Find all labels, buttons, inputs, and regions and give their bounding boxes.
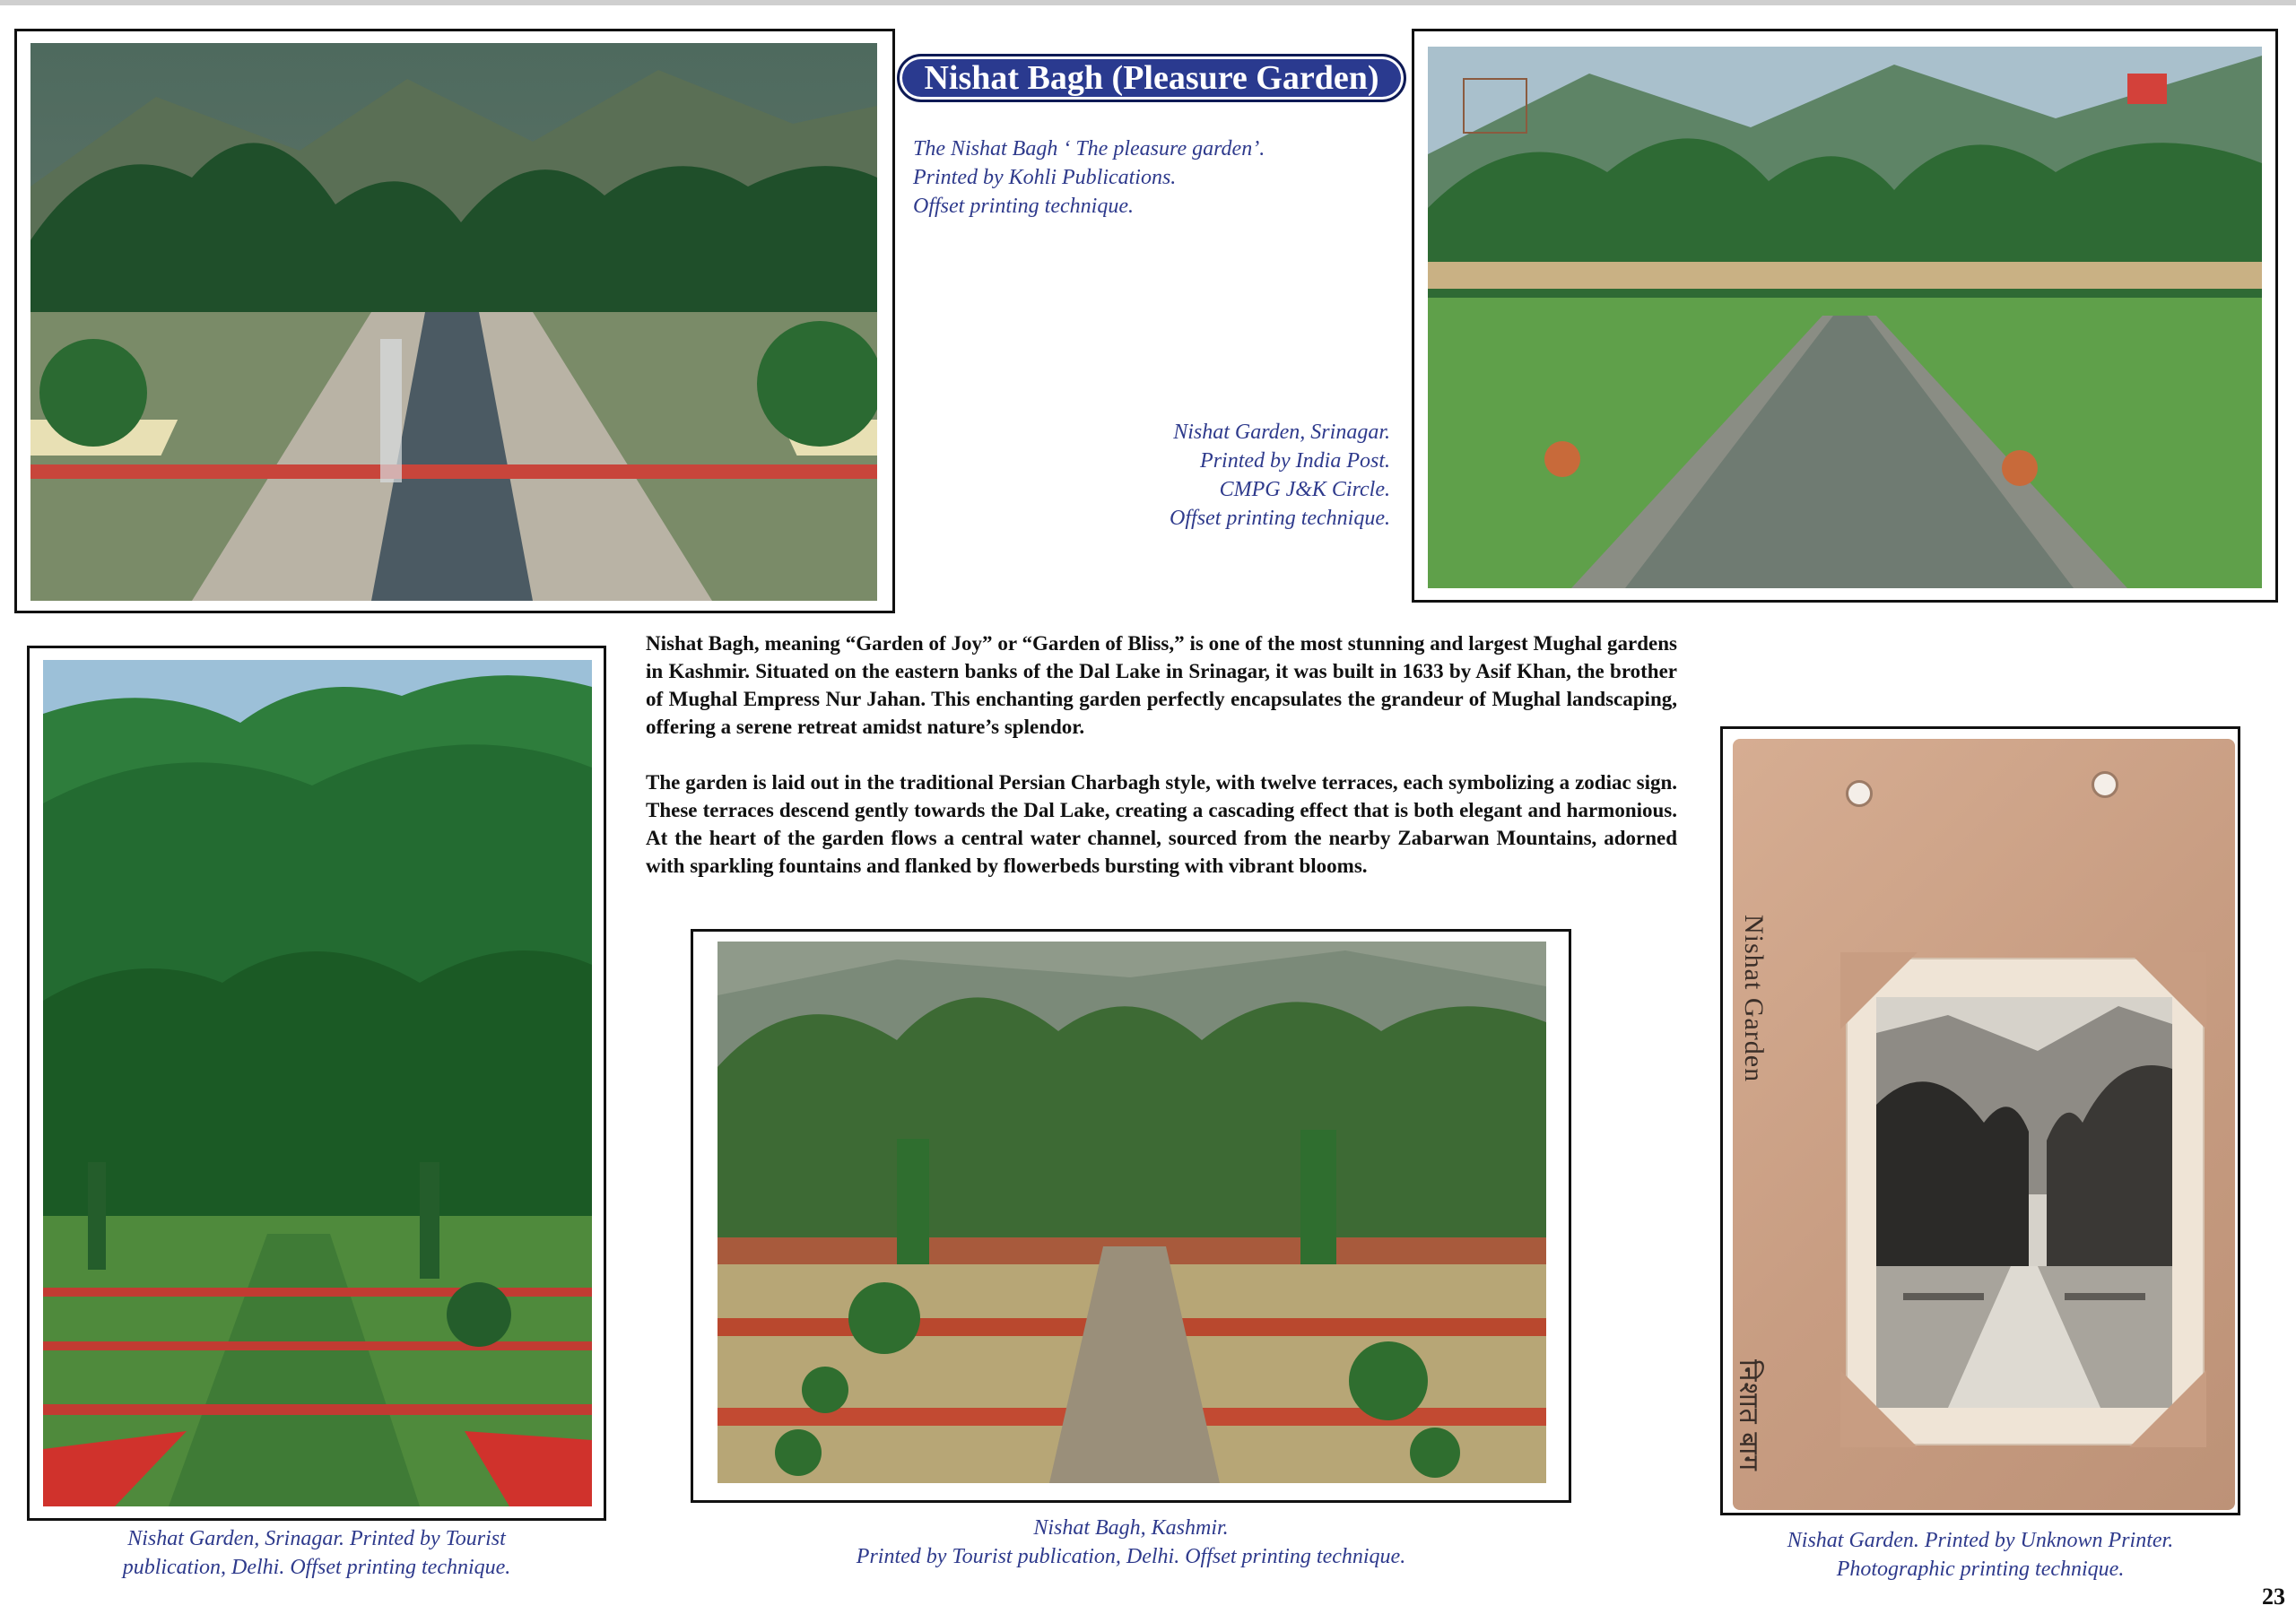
caption-line: The Nishat Bagh ‘ The pleasure garden’. <box>913 137 1265 161</box>
caption-line: Printed by Kohli Publications. <box>913 166 1177 189</box>
postcard-center-photo <box>718 942 1546 1483</box>
caption-bottom-center <box>691 1514 1571 1571</box>
inset-photo <box>1876 997 2172 1408</box>
card-label-english: Nishat Garden <box>1739 915 1769 1083</box>
caption-line: Printed by Tourist publication, Delhi. Offset printing technique. <box>856 1545 1406 1568</box>
caption-line: publication, Delhi. Offset printing technique. <box>122 1556 511 1579</box>
page-title: Nishat Bagh (Pleasure Garden) <box>897 54 1406 102</box>
caption-top-left <box>913 135 1397 221</box>
caption-line: Nishat Garden, Srinagar. Printed by Tourist <box>127 1527 506 1550</box>
caption-line: Nishat Garden. Printed by Unknown Printer. <box>1787 1529 2174 1552</box>
description-text <box>646 629 1677 907</box>
top-rule <box>0 0 2296 5</box>
caption-top-right <box>1031 418 1390 533</box>
card-hole-left <box>1846 780 1873 807</box>
description-paragraph-1: Nishat Bagh, meaning “Garden of Joy” or “Garden of Bliss,” is one of the most stunning and largest Mughal gardens in Kashmir. Situated on the eastern banks of the Dal Lake in Srinagar, it was built in 1633 by Asif Khan, the brother of Mughal Empress Nur Jahan. This enchanting garden perfectly encapsulates the grandeur of Mughal landscaping, offering a serene retreat amidst nature’s splendor. <box>646 632 1677 738</box>
caption-line: Offset printing technique. <box>913 195 1134 218</box>
postcard-top-left-photo <box>30 43 877 601</box>
caption-line: Offset printing technique. <box>1170 507 1390 530</box>
description-paragraph-2: The garden is laid out in the traditional Persian Charbagh style, with twelve terraces, each symbolizing a zodiac sign. These terraces descend gently towards the Dal Lake, creating a cascading effect that is both elegant and harmonious. At the heart of the garden flows a central water channel, sourced from the nearby Zabarwan Mountains, adorned with sparkling fountains and flanked by flowerbeds bursting with vibrant blooms. <box>646 771 1677 877</box>
page-number: 23 <box>2262 1584 2285 1610</box>
postcard-left-photo <box>43 660 592 1506</box>
card-hole-right <box>2092 771 2118 798</box>
caption-bottom-left <box>27 1524 606 1582</box>
caption-line: Photographic printing technique. <box>1836 1558 2125 1581</box>
caption-line: Nishat Bagh, Kashmir. <box>1033 1516 1229 1540</box>
caption-line: CMPG J&K Circle. <box>1219 478 1390 501</box>
caption-line: Nishat Garden, Srinagar. <box>1173 421 1390 444</box>
postcard-top-right-photo <box>1428 47 2262 588</box>
caption-line: Printed by India Post. <box>1200 449 1390 473</box>
card-label-hindi: निशात बाग <box>1734 1359 1763 1471</box>
caption-bottom-right <box>1720 1526 2240 1584</box>
